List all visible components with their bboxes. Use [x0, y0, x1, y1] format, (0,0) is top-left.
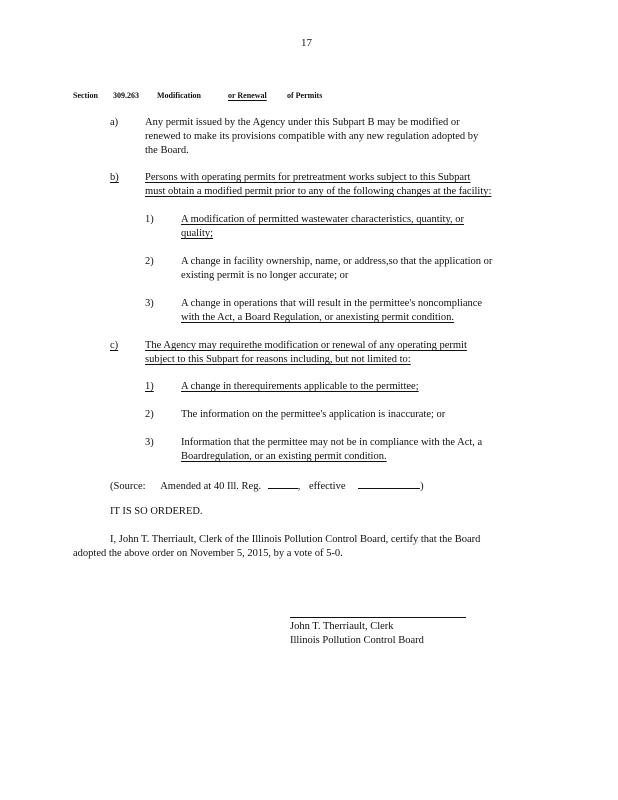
- paragraph-line: the Board.: [145, 145, 189, 156]
- signer-organization: Illinois Pollution Control Board: [290, 635, 424, 646]
- section-label: Section: [73, 91, 98, 100]
- item-marker: 1): [145, 381, 154, 392]
- paragraph-line: subject to this Subpart for reasons including, but not limited to:: [145, 354, 411, 365]
- paragraph-line: must obtain a modified permit prior to any of the following changes at the facility:: [145, 186, 492, 197]
- signature-line: [290, 617, 466, 618]
- item-line: existing permit is no longer accurate; or: [181, 270, 349, 281]
- paragraph-marker: c): [110, 340, 119, 351]
- item-marker: 2): [145, 409, 154, 420]
- item-line: A modification of permitted wastewater characteristics, quantity, or: [181, 214, 465, 225]
- source-amended: Amended at 40 Ill. Reg.: [160, 481, 262, 492]
- item-line: with the Act, a Board Regulation, or anexisting permit condition.: [181, 312, 454, 323]
- source-comma: ,: [297, 481, 301, 492]
- page-number: 17: [301, 37, 312, 49]
- section-number: 309.263: [113, 91, 139, 100]
- source-prefix: (Source:: [110, 481, 146, 492]
- paragraph-line: renewed to make its provisions compatible with any new regulation adopted by: [145, 131, 479, 142]
- paragraph-marker: a): [110, 117, 119, 128]
- signer-name: John T. Therriault, Clerk: [290, 621, 394, 632]
- item-marker: 3): [145, 437, 154, 448]
- certification-line: adopted the above order on November 5, 2015, by a vote of 5-0.: [73, 548, 343, 559]
- section-title-permits: of Permits: [287, 91, 323, 100]
- ordered-statement: IT IS SO ORDERED.: [110, 506, 203, 517]
- paragraph-line: Any permit issued by the Agency under this Subpart B may be modified or: [145, 117, 460, 128]
- source-effective: effective: [308, 481, 346, 492]
- item-line: quality;: [181, 228, 214, 239]
- section-title-modification: Modification: [157, 91, 201, 100]
- item-line: A change in operations that will result in the permittee's noncompliance: [181, 298, 483, 309]
- item-marker: 1): [145, 214, 154, 225]
- effective-date-blank: [358, 478, 420, 489]
- source-note: [110, 478, 424, 493]
- item-line: A change in therequirements applicable to the permittee;: [181, 381, 419, 392]
- item-line: A change in facility ownership, name, or address,so that the application or: [181, 256, 493, 267]
- section-title-renewal: or Renewal: [228, 91, 267, 100]
- paragraph-marker: b): [110, 172, 119, 183]
- source-close: ): [420, 481, 424, 492]
- certification-line: I, John T. Therriault, Clerk of the Illinois Pollution Control Board, certify that the Board: [110, 534, 481, 545]
- item-marker: 2): [145, 256, 154, 267]
- item-line: Information that the permittee may not be in compliance with the Act, a: [181, 437, 483, 448]
- paragraph-line: Persons with operating permits for pretreatment works subject to this Subpart: [145, 172, 471, 183]
- paragraph-line: The Agency may requirethe modification or renewal of any operating permit: [145, 340, 467, 351]
- item-line: Boardregulation, or an existing permit condition.: [181, 451, 387, 462]
- item-marker: 3): [145, 298, 154, 309]
- item-line: The information on the permittee's application is inaccurate; or: [181, 409, 446, 420]
- register-blank: [268, 478, 298, 489]
